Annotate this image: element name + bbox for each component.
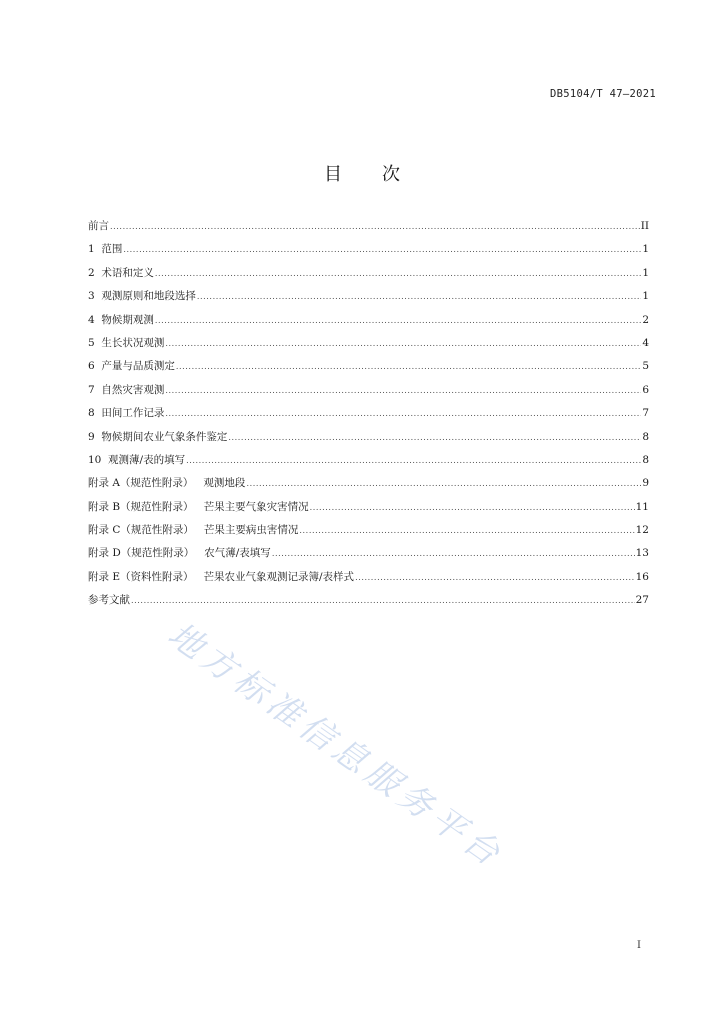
toc-label: 9 物候期间农业气象条件鉴定 [88,430,228,443]
toc-label: 10 观测薄/表的填写 [88,453,186,466]
toc-leader-dots [299,524,634,538]
toc-page: 9 [642,477,649,490]
toc-entry[interactable] [88,500,649,523]
title-char-left: 目 [324,164,342,185]
toc-label: 7 自然灾害观测 [88,383,165,396]
toc-page: 6 [642,383,649,396]
toc-leader-dots [186,454,641,468]
toc-label: 5 生长状况观测 [88,336,165,349]
table-of-contents [88,219,649,617]
toc-label: 附录 B（规范性附录） 芒果主要气象灾害情况 [88,500,309,513]
toc-page: 1 [642,290,649,303]
document-code: DB5104/T 47—2021 [550,88,656,100]
toc-label: 3 观测原则和地段选择 [88,290,196,303]
toc-leader-dots [165,337,641,351]
toc-leader-dots [165,407,641,421]
toc-entry[interactable] [88,546,649,569]
toc-leader-dots [228,431,641,445]
toc-label: 1 范围 [88,243,123,256]
toc-entry[interactable] [88,219,649,242]
toc-entry[interactable] [88,242,649,265]
title-char-right: 次 [382,164,400,185]
page-title [0,160,724,186]
toc-entry[interactable] [88,359,649,382]
toc-leader-dots [165,384,641,398]
toc-leader-dots [155,267,641,281]
toc-leader-dots [155,314,641,328]
toc-entry[interactable] [88,430,649,453]
toc-page: 11 [635,500,649,513]
toc-entry[interactable] [88,336,649,359]
toc-entry[interactable] [88,453,649,476]
toc-label: 附录 C（规范性附录） 芒果主要病虫害情况 [88,524,299,537]
toc-entry[interactable] [88,266,649,289]
toc-label: 附录 D（规范性附录） 农气薄/表填写 [88,547,271,560]
toc-leader-dots [131,594,635,608]
toc-label: 附录 A（规范性附录） 观测地段 [88,477,246,490]
toc-entry[interactable] [88,383,649,406]
toc-page: 7 [642,407,649,420]
toc-leader-dots [246,477,641,491]
toc-page: 13 [635,547,649,560]
toc-entry[interactable] [88,570,649,593]
toc-label: 参考文献 [88,594,130,607]
toc-page: 8 [642,453,649,466]
toc-leader-dots [272,547,635,561]
toc-page: 1 [642,266,649,279]
toc-entry[interactable] [88,476,649,499]
toc-leader-dots [176,360,641,374]
toc-leader-dots [123,243,641,257]
toc-page: 12 [635,524,649,537]
toc-entry[interactable] [88,289,649,312]
toc-page: 1 [642,243,649,256]
toc-label: 4 物候期观测 [88,313,154,326]
toc-label: 2 术语和定义 [88,266,154,279]
toc-page: 16 [635,570,649,583]
toc-entry[interactable] [88,313,649,336]
toc-entry[interactable] [88,593,649,616]
watermark-text: 地方标准信息服务平台 [160,614,512,877]
toc-label: 8 田间工作记录 [88,407,165,420]
toc-leader-dots [197,290,641,304]
toc-label: 附录 E（资料性附录） 芒果农业气象观测记录簿/表样式 [88,570,355,583]
toc-page: 2 [642,313,649,326]
toc-page: II [640,220,649,232]
toc-entry[interactable] [88,406,649,429]
toc-leader-dots [110,220,640,234]
toc-page: 8 [642,430,649,443]
toc-entry[interactable] [88,523,649,546]
toc-page: 4 [642,336,649,349]
toc-leader-dots [310,501,635,515]
toc-label: 前言 [88,220,109,232]
toc-label: 6 产量与品质测定 [88,360,175,373]
toc-page: 5 [642,360,649,373]
toc-leader-dots [355,571,635,585]
page-number: I [637,940,641,951]
toc-page: 27 [635,594,649,607]
